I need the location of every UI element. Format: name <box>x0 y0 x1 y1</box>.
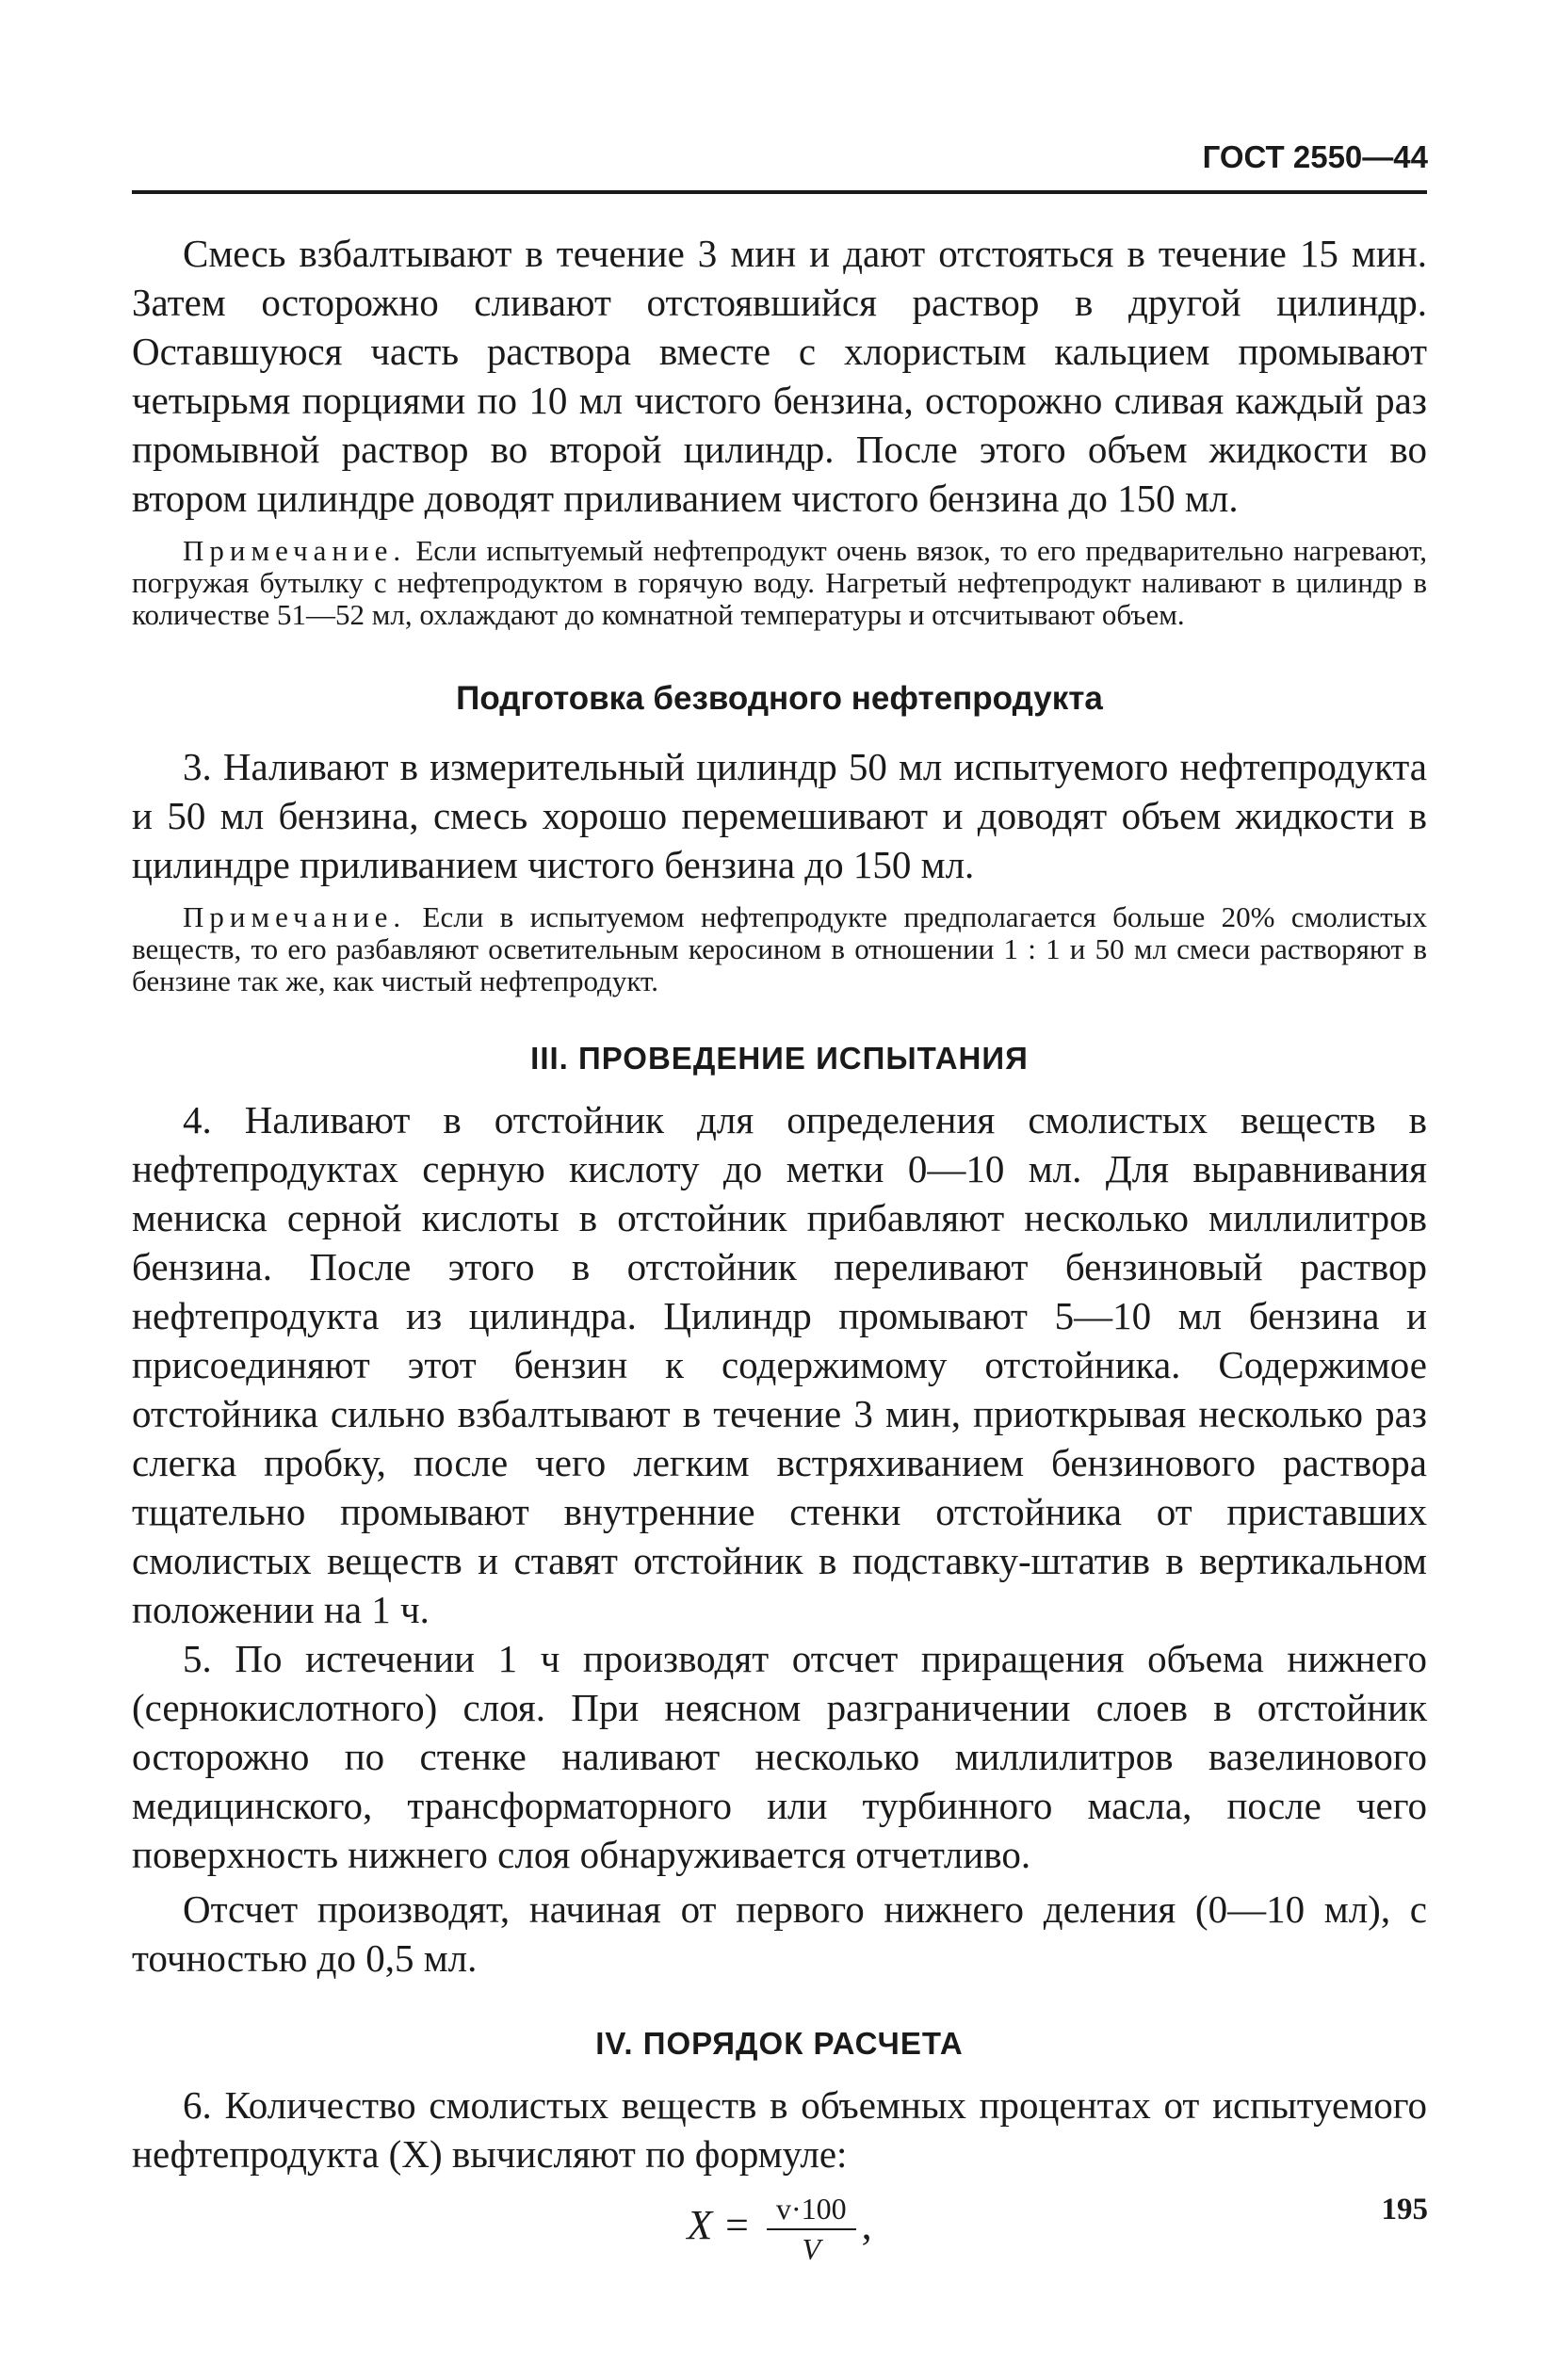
note-text: Если в испытуемом нефтепродукте предполагается больше 20% смолистых веществ, то его разбавляют осветительным керосином в отношении 1 : 1 и 50 мл смеси растворяют в бензине так же, как чистый нефтепродукт. <box>132 900 1428 997</box>
paragraph-4: 4. Наливают в отстойник для определения смолистых веществ в нефтепродуктах серную кислоту до метки 0—10 мл. Для выравнивания мениска серной кислоты в отстойник прибавляют несколько миллилитров бензина. После этого в отстойник переливают бензиновый раствор нефтепродукта из цилиндра. Цилиндр промывают 5—10 мл бензина и присоединяют этот бензин к содержимому отстойника. Содержимое отстойника сильно взбалтывают в течение 3 мин, приоткрывая несколько раз слегка пробку, после чего легким встряхиванием бензинового раствора тщательно промывают внутренние стенки отстойника от приставших смолистых веществ и ставят отстойник в подставку-штатив в вертикальном положении на 1 ч. <box>132 1098 1427 1631</box>
paragraph-5-reading: Отсчет производят, начиная от первого нижнего деления (0—10 мл), с точностью до 0,5 мл. <box>132 1887 1427 1980</box>
section-heading-testing: III. ПРОВЕДЕНИЕ ИСПЫТАНИЯ <box>530 1041 1029 1076</box>
paragraph-6: 6. Количество смолистых веществ в объемных процентах от испытуемого нефтепродукта (X) вычисляют по формуле: <box>132 2083 1427 2176</box>
section-heading-preparation: Подготовка безводного нефтепродукта <box>456 680 1103 717</box>
formula-fraction <box>767 2192 856 2267</box>
formula-numerator: v·100 <box>767 2192 856 2230</box>
document-header: ГОСТ 2550—44 <box>1202 139 1428 174</box>
formula-lhs: X = <box>687 2202 751 2249</box>
paragraph-3: 3. Наливают в измерительный цилиндр 50 мл испытуемого нефтепродукта и 50 мл бензина, смесь хорошо перемешивают и доводят объем жидкости в цилиндре приливанием чистого бензина до 150 мл. <box>132 745 1427 886</box>
formula-denominator: V <box>802 2232 821 2266</box>
paragraph-5: 5. По истечении 1 ч производят отсчет приращения объема нижнего (сернокислотного) слоя. При неясном разграничении слоев в отстойник осторожно по стенке наливают несколько миллилитров вазелинового медицинского, трансформаторного или турбинного масла, после чего поверхность нижнего слоя обнаруживается отчетливо. <box>132 1637 1427 1876</box>
formula <box>132 2192 1427 2267</box>
formula-tail: , <box>861 2202 872 2249</box>
page-number: 195 <box>1381 2193 1428 2226</box>
note-resin-content <box>132 901 1427 997</box>
note-viscous-product <box>132 535 1427 631</box>
note-label: Примечание. <box>183 900 407 933</box>
page-body <box>132 229 1427 2267</box>
paragraph-mixing: Смесь взбалтывают в течение 3 мин и дают отстояться в течение 15 мин. Затем осторожно сливают отстоявшийся раствор в другой цилиндр. Оставшуюся часть раствора вместе с хлористым кальцием промывают четырьмя порциями по 10 мл чистого бензина, осторожно сливая каждый раз промывной раствор во второй цилиндр. После этого объем жидкости во втором цилиндре доводят приливанием чистого бензина до 150 мл. <box>132 232 1427 520</box>
section-heading-calculation: IV. ПОРЯДОК РАСЧЕТА <box>595 2026 964 2061</box>
note-text: Если испытуемый нефтепродукт очень вязок, то его предварительно нагревают, погружая бутылку с нефтепродуктом в горячую воду. Нагретый нефтепродукт наливают в цилиндр в количестве 51—52 мл, охлаждают до комнатной температуры и отсчитывают объем. <box>132 534 1427 631</box>
header-rule <box>132 190 1427 194</box>
note-label: Примечание. <box>183 534 407 567</box>
